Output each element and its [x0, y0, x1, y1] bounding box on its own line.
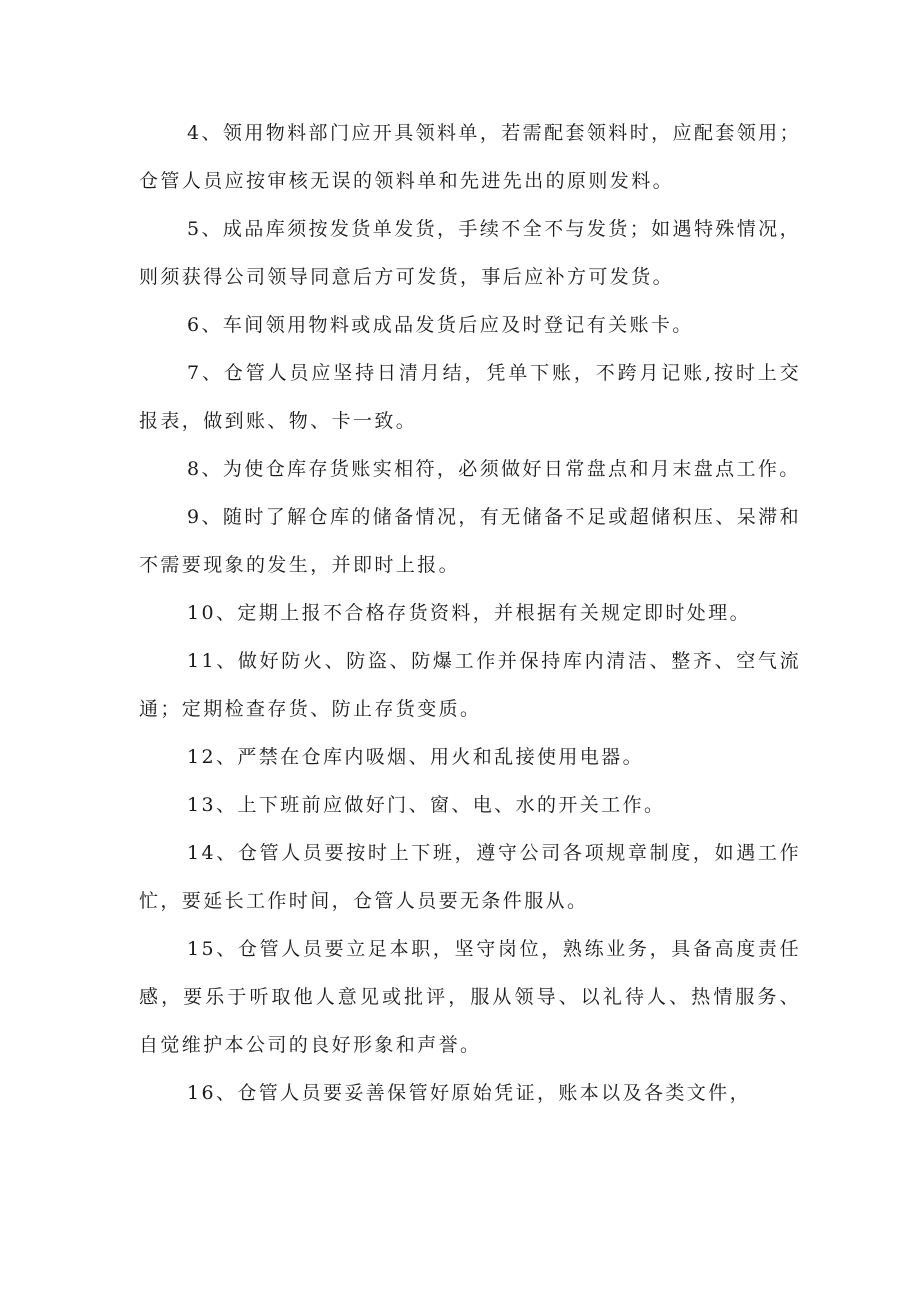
paragraph-7: 7、仓管人员应坚持日清月结，凭单下账，不跨月记账,按时上交报表，做到账、物、卡一致。 — [139, 362, 801, 432]
paragraph-11: 11、做好防火、防盗、防爆工作并保持库内清洁、整齐、空气流通；定期检查存货、防止存货变质。 — [139, 650, 801, 720]
paragraph-6: 6、车间领用物料或成品发货后应及时登记有关账卡。 — [187, 314, 694, 336]
document-body — [139, 109, 801, 1117]
paragraph-15: 15、仓管人员要立足本职，坚守岗位，熟练业务，具备高度责任感，要乐于听取他人意见或批评，服从领导、以礼待人、热情服务、自觉维护本公司的良好形象和声誉。 — [139, 938, 801, 1056]
paragraph-5: 5、成品库须按发货单发货，手续不全不与发货；如遇特殊情况，则须获得公司领导同意后方可发货，事后应补方可发货。 — [139, 218, 801, 288]
paragraph-10: 10、定期上报不合格存货资料，并根据有关规定即时处理。 — [187, 602, 751, 624]
paragraph-9: 9、随时了解仓库的储备情况，有无储备不足或超储积压、呆滞和不需要现象的发生，并即时上报。 — [139, 506, 801, 576]
paragraph-16: 16、仓管人员要妥善保管好原始凭证，账本以及各类文件， — [187, 1082, 751, 1104]
paragraph-8: 8、为使仓库存货账实相符，必须做好日常盘点和月末盘点工作。 — [187, 458, 801, 480]
paragraph-12: 12、严禁在仓库内吸烟、用火和乱接使用电器。 — [187, 746, 644, 768]
paragraph-14: 14、仓管人员要按时上下班，遵守公司各项规章制度，如遇工作忙，要延长工作时间，仓管人员要无条件服从。 — [139, 842, 801, 912]
paragraph-4: 4、领用物料部门应开具领料单，若需配套领料时，应配套领用；仓管人员应按审核无误的领料单和先进先出的原则发料。 — [139, 122, 801, 192]
paragraph-13: 13、上下班前应做好门、窗、电、水的开关工作。 — [187, 794, 666, 816]
